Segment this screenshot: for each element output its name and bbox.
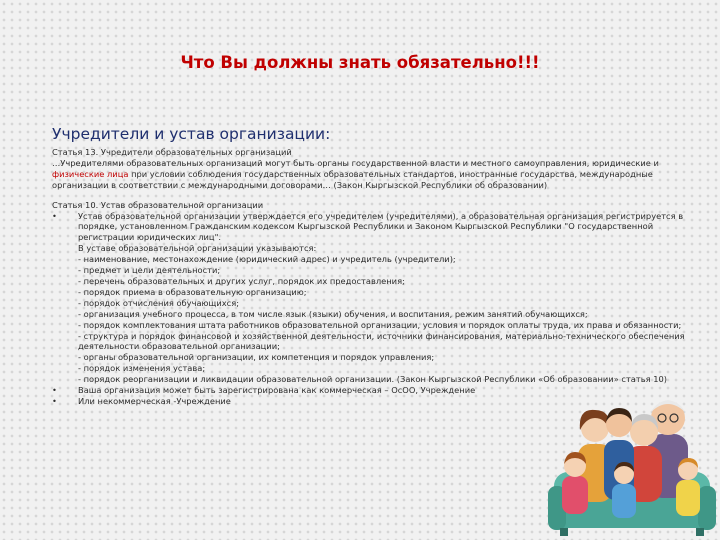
charter-item: - структура и порядок финансовой и хозяйственной деятельности, источники финансирования, материально-технического обеспечения деятельности образовательной организации; [78, 330, 685, 352]
charter-item: - органы образовательной организации, их компетенция и порядок управления; [78, 352, 435, 363]
bullet1-intro: Устав образовательной организации утверждается его учредителем (учредителями), а образовательная организация регистрируется в порядке, установленном Гражданским кодексом Кыргызской Республики и Законом Кыргызской Республики "О государственной регистрации юридических лиц". [78, 210, 684, 243]
family-on-sofa-illustration [548, 384, 716, 536]
article13-paragraph [52, 158, 686, 191]
slide-title: Что Вы должны знать обязательно!!! [180, 53, 540, 72]
bullet-dot: • [52, 385, 57, 396]
charter-item: - наименование, местонахождение (юридический адрес) и учредитель (учредители); [78, 254, 456, 265]
bullet-dot: • [52, 210, 57, 221]
charter-item: - порядок приема в образовательную организацию; [78, 286, 307, 297]
article10-title: Статья 10. Устав образовательной организации [52, 199, 264, 210]
charter-item: - перечень образовательных и других услуг, порядок их предоставления; [78, 275, 405, 286]
bullet-dot: • [52, 395, 57, 406]
highlight-physical-persons: физические лица [52, 168, 129, 179]
person-child-left [562, 452, 588, 514]
bullet-item-charter [52, 211, 686, 386]
body-text [52, 147, 686, 407]
section-heading: Учредители и устав организации: [52, 125, 331, 143]
charter-item: - порядок комплектования штата работников образовательной организации, условия и порядок оплаты труда, их права и обязанности; [78, 319, 682, 330]
charter-item: - предмет и цели деятельности; [78, 265, 221, 276]
person-child-right [676, 458, 700, 516]
article13-title: Статья 13. Учредители образовательных организаций [52, 147, 292, 157]
article13-text-after: при условии соблюдения государственных образовательных стандартов, иностранные государства, международные организации в соответствии с международными договорами… (Закон Кыргызской Республики об образовании) [52, 168, 653, 190]
article13-text-before: …Учредителями образовательных организаций могут быть органы государственной власти и местного самоуправления, юридические и [52, 157, 659, 168]
person-child-middle [612, 462, 636, 518]
bullet3-text: Или некоммерческая -Учреждение [78, 395, 231, 406]
charter-list-intro: В уставе образовательной организации указываются: [78, 243, 317, 254]
charter-item: - порядок изменения устава; [78, 363, 206, 374]
charter-item: - организация учебного процесса, в том числе язык (языки) обучения, и воспитания, режим занятий обучающихся; [78, 308, 588, 319]
charter-item: - порядок реорганизации и ликвидации образовательной организации. (Закон Кыргызской Республики «Об образовании» статья 10) [78, 374, 668, 385]
sofa-arm-right [698, 486, 716, 530]
bullet2-text: Ваша организация может быть зарегистрирована как коммерческая – ОсОО, Учреждение [78, 385, 476, 396]
charter-item: - порядок отчисления обучающихся; [78, 297, 240, 308]
